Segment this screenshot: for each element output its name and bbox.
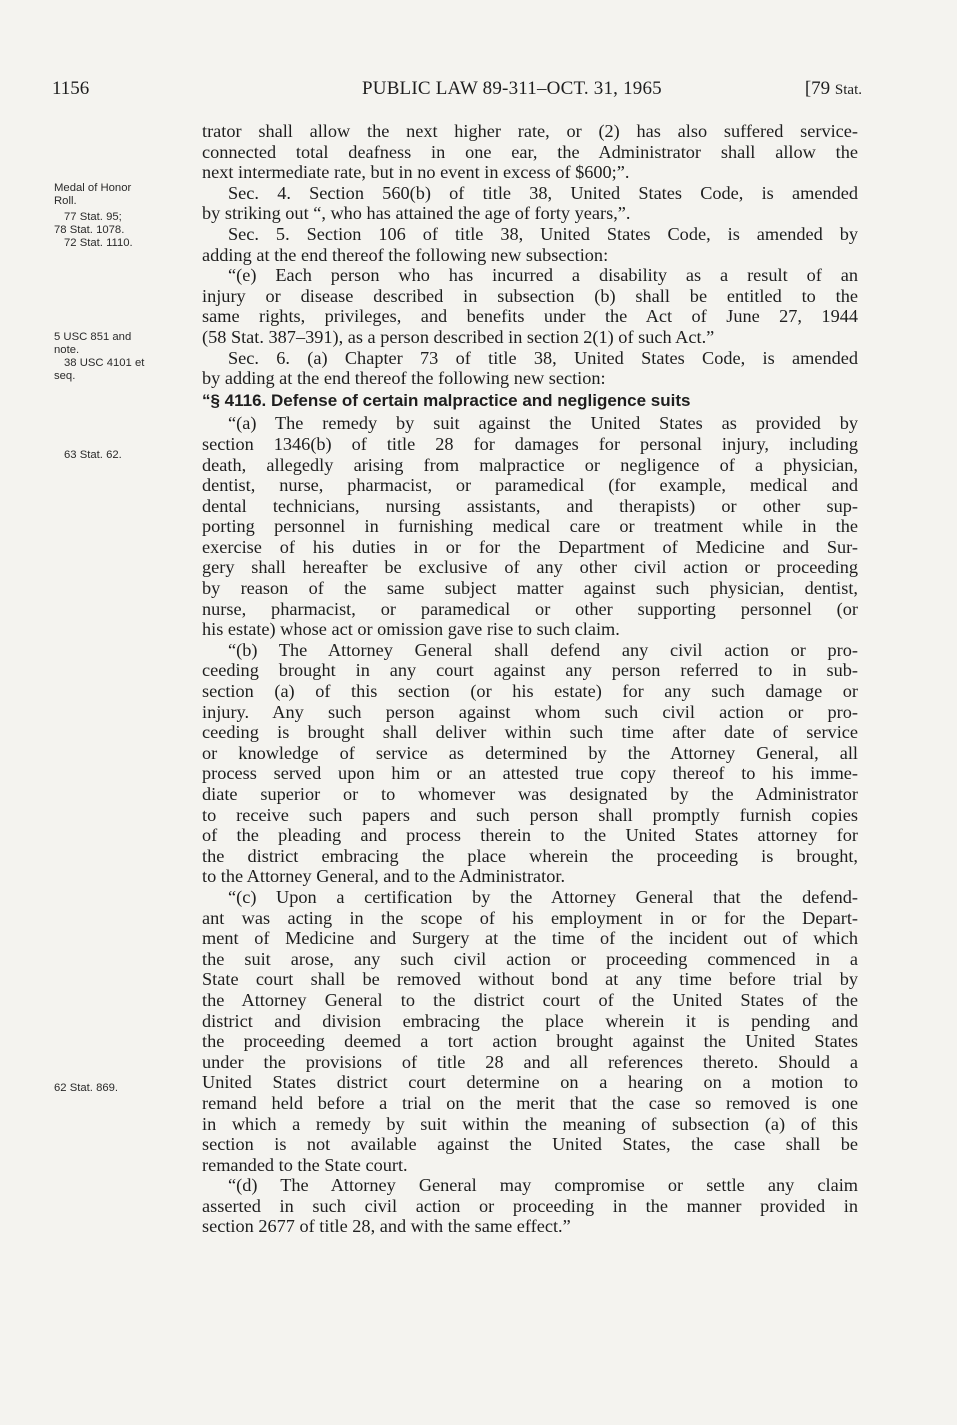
text-line: diate superior or to whomever was designated by the Administrator [202,784,858,804]
text-line: injury or disease described in subsection (b) shall be entitled to the [202,285,858,306]
text-line: nurse, pharmacist, or paramedical or other supporting personnel (or [202,598,858,619]
text-line: process served upon him or an attested true copy thereof to his imme- [202,763,858,784]
text-line: the proceeding deemed a tort action brought against the United States [202,1031,858,1052]
volume-label: Stat. [834,82,862,98]
text-line: “(e) Each person who has incurred a disability as a result of an [228,265,858,286]
text-line: same rights, privileges, and benefits under the Act of June 27, 1944 [202,306,858,327]
text-line: asserted in such civil action or proceeding in the manner provided in [202,1195,858,1216]
text-line: “(c) Upon a certification by the Attorney General that the defend- [228,886,858,907]
text-line: injury. Any such person against whom such civil action or pro- [202,701,858,722]
text-line: Sec. 5. Section 106 of title 38, United States Code, is amended by [228,223,858,244]
text-line: (58 Stat. 387–391), as a person described in section 2(1) of such Act.” [202,326,715,347]
text-line: death, allegedly arising from malpractice or negligence of a physician, [202,454,858,475]
text-line: by adding at the end thereof the following new section: [202,368,606,389]
text-line: section 1346(b) of title 28 for damages for personal injury, including [202,433,858,454]
text-line: of the pleading and process therein to the United States attorney for [202,825,858,846]
text-line: gery shall hereafter be exclusive of any other civil action or proceeding [202,557,858,578]
text-line: connected total deafness in one ear, the Administrator shall allow the [202,141,858,162]
text-line: “(d) The Attorney General may compromise or settle any claim [228,1175,858,1196]
text-line: United States district court determine on a hearing on a motion to [202,1072,858,1093]
text-line: Sec. 4. Section 560(b) of title 38, United States Code, is amended [228,182,858,203]
section-heading: “§ 4116. Defense of certain malpractice and negligence suits [202,390,691,410]
text-line: exercise of his duties in or for the Department of Medicine and Sur- [202,536,858,557]
text-line: ant was acting in the scope of his employment in or for the Depart- [202,907,858,928]
text-line: remanded to the State court. [202,1154,408,1175]
text-line: to receive such papers and such person shall promptly furnish copies [202,804,858,825]
text-line: porting personnel in furnishing medical care or treatment while in the [202,516,858,537]
text-line: ceeding is brought shall deliver within such time after date of service [202,722,858,743]
text-line: ceeding brought in any court against any person referred to in sub- [202,660,858,681]
text-line: ment of Medicine and Surgery at the time of the incident out of which [202,928,858,949]
margin-note: 5 USC 851 and note. 38 USC 4101 et seq. [54,331,145,382]
margin-note: 63 Stat. 62. [64,449,122,461]
volume-reference: [79 Stat. [804,78,862,99]
page-header [52,78,862,106]
text-line: “(b) The Attorney General shall defend any civil action or pro- [228,639,858,660]
text-line: by striking out “, who has attained the age of forty years,”. [202,203,631,224]
statute-text [202,121,858,1237]
text-line: adding at the end thereof the following new subsection: [202,244,609,265]
text-line: district and division embracing the place wherein it is pending and [202,1010,858,1031]
page-number: 1156 [52,78,90,99]
text-line: in which a remedy by suit within the meaning of subsection (a) of this [202,1113,858,1134]
text-line: the Attorney General to the district court of the United States of the [202,989,858,1010]
text-line: the district embracing the place wherein the proceeding is brought, [202,845,858,866]
text-line: to the Attorney General, and to the Administrator. [202,866,566,887]
text-line: Sec. 6. (a) Chapter 73 of title 38, United States Code, is amended [228,347,858,368]
text-line: next intermediate rate, but in no event in excess of $600;”. [202,162,630,183]
text-line: dentist, nurse, pharmacist, or paramedical (for example, medical and [202,475,858,496]
text-line: dental technicians, nursing assistants, and therapists) or other sup- [202,495,858,516]
margin-note: Medal of Honor Roll. [54,182,132,207]
margin-note: 62 Stat. 869. [54,1082,119,1094]
text-line: the suit arose, any such civil action or proceeding commenced in a [202,948,858,969]
text-line: State court shall be removed without bond at any time before trial by [202,969,858,990]
text-line: his estate) whose act or omission gave rise to such claim. [202,619,620,640]
text-line: section is not available against the United States, the case shall be [202,1134,858,1155]
text-line: remand held before a trial on the merit that the case so removed is one [202,1092,858,1113]
margin-note: 77 Stat. 95; 78 Stat. 1078. 72 Stat. 1110. [54,211,133,249]
text-line: “(a) The remedy by suit against the United States as provided by [228,413,858,434]
running-title: PUBLIC LAW 89-311–OCT. 31, 1965 [362,78,662,99]
text-line: or knowledge of service as determined by the Attorney General, all [202,742,858,763]
text-line: section 2677 of title 28, and with the same effect.” [202,1216,571,1237]
text-line: by reason of the same subject matter against such physician, dentist, [202,578,858,599]
text-line: section (a) of this section (or his estate) for any such damage or [202,681,858,702]
text-line: trator shall allow the next higher rate, or (2) has also suffered service- [202,121,858,141]
text-line: under the provisions of title 28 and all references thereto. Should a [202,1051,858,1072]
